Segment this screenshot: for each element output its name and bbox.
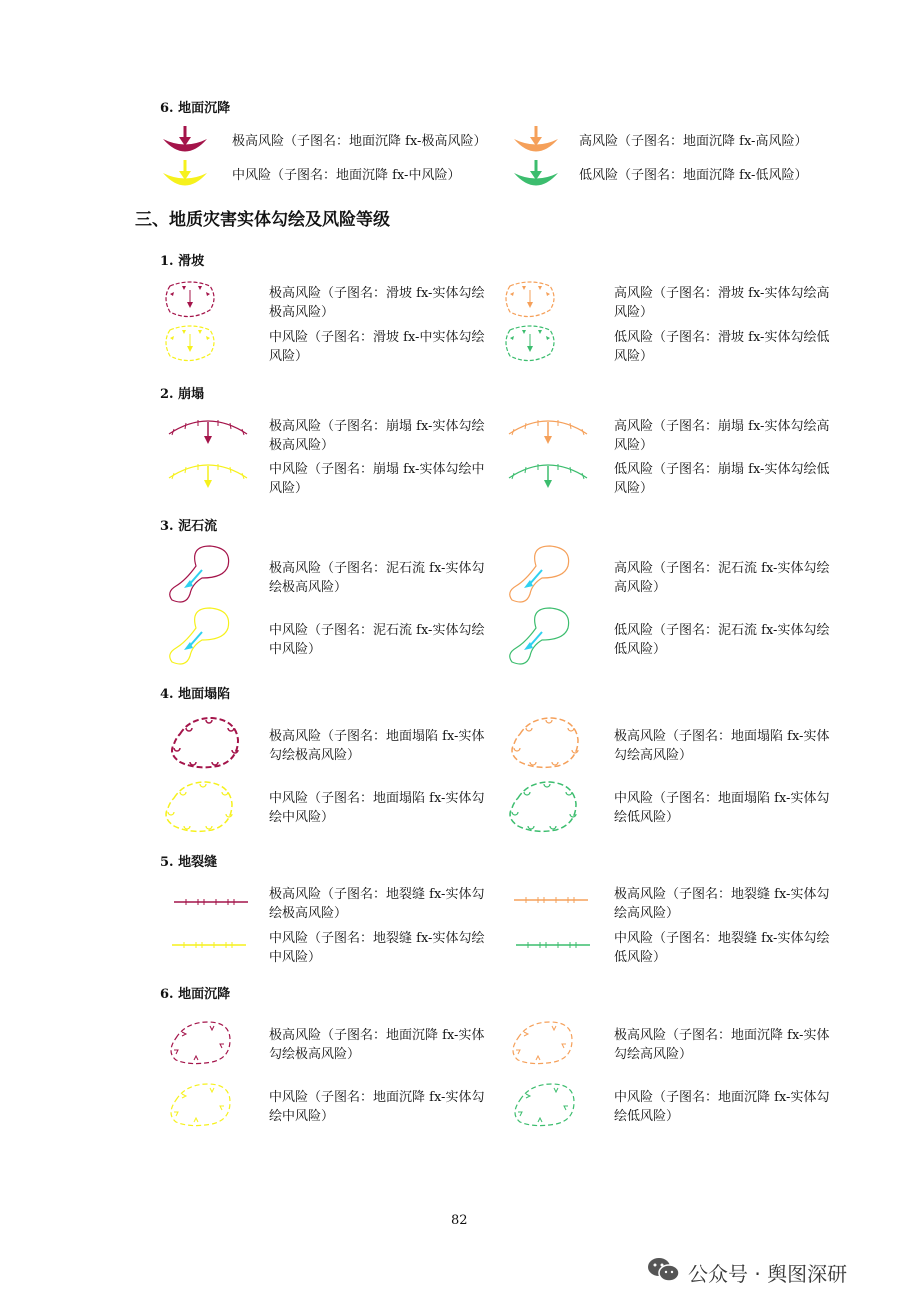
subsidence-symbol-icon — [511, 124, 561, 160]
legend-label: 极高风险（子图名：地面塌陷 fx-实体勾绘高风险） — [614, 729, 830, 763]
subsidence-symbol-icon — [160, 158, 210, 194]
subsidence-outline-icon — [508, 1080, 580, 1130]
ground-collapse-outline-icon — [160, 778, 236, 834]
legend-label: 中风险（子图名：地面沉降 fx-实体勾绘中风险） — [269, 1090, 485, 1124]
legend-label: 低风险（子图名：泥石流 fx-实体勾绘低风险） — [614, 623, 830, 657]
debris-flow-outline-icon — [504, 542, 574, 608]
ground-collapse-outline-icon — [504, 778, 580, 834]
legend-label: 中风险（子图名：地面沉降 fx-中风险） — [232, 168, 461, 183]
ground-collapse-outline-icon — [166, 714, 242, 770]
legend-label: 极高风险（子图名：地面沉降 fx-极高风险） — [232, 134, 487, 149]
ground-fissure-line-icon — [514, 938, 592, 952]
legend-label: 极高风险（子图名：地面沉降 fx-实体勾绘高风险） — [614, 1028, 830, 1062]
legend-label: 中风险（子图名：地面塌陷 fx-实体勾绘低风险） — [614, 791, 830, 825]
subsection-heading: 5. 地裂缝 — [160, 855, 218, 870]
landslide-outline-icon — [500, 324, 560, 366]
page-number: 82 — [451, 1213, 468, 1228]
ground-fissure-line-icon — [170, 938, 248, 952]
subsidence-symbol-icon — [511, 158, 561, 194]
subsection-heading: 2. 崩塌 — [160, 387, 205, 402]
collapse-arc-icon — [506, 414, 590, 446]
collapse-arc-icon — [506, 458, 590, 490]
subsection-heading: 6. 地面沉降 — [160, 101, 231, 116]
ground-fissure-line-icon — [512, 893, 590, 907]
landslide-outline-icon — [500, 280, 560, 322]
legend-label: 低风险（子图名：崩塌 fx-实体勾绘低风险） — [614, 462, 830, 496]
legend-label: 高风险（子图名：滑坡 fx-实体勾绘高风险） — [614, 286, 830, 320]
legend-label: 低风险（子图名：滑坡 fx-实体勾绘低风险） — [614, 330, 830, 364]
subsidence-outline-icon — [164, 1080, 236, 1130]
legend-label: 极高风险（子图名：地裂缝 fx-实体勾绘极高风险） — [269, 887, 485, 921]
legend-label: 极高风险（子图名：崩塌 fx-实体勾绘极高风险） — [269, 419, 485, 453]
subsection-heading: 3. 泥石流 — [160, 519, 218, 534]
legend-label: 高风险（子图名：地面沉降 fx-高风险） — [579, 134, 808, 149]
legend-label: 极高风险（子图名：泥石流 fx-实体勾绘极高风险） — [269, 561, 485, 595]
legend-label: 高风险（子图名：泥石流 fx-实体勾绘高风险） — [614, 561, 830, 595]
debris-flow-outline-icon — [164, 542, 234, 608]
subsidence-symbol-icon — [160, 124, 210, 160]
legend-label: 低风险（子图名：地面沉降 fx-低风险） — [579, 168, 808, 183]
subsection-heading: 4. 地面塌陷 — [160, 687, 231, 702]
debris-flow-outline-icon — [504, 604, 574, 670]
ground-fissure-line-icon — [172, 895, 250, 909]
collapse-arc-icon — [166, 458, 250, 490]
debris-flow-outline-icon — [164, 604, 234, 670]
legend-label: 中风险（子图名：地裂缝 fx-实体勾绘低风险） — [614, 931, 830, 965]
legend-label: 高风险（子图名：崩塌 fx-实体勾绘高风险） — [614, 419, 830, 453]
legend-label: 中风险（子图名：地裂缝 fx-实体勾绘中风险） — [269, 931, 485, 965]
legend-label: 极高风险（子图名：地面沉降 fx-实体勾绘极高风险） — [269, 1028, 485, 1062]
watermark-text: 公众号 · 舆图深研 — [688, 1262, 848, 1286]
legend-label: 中风险（子图名：崩塌 fx-实体勾绘中风险） — [269, 462, 485, 496]
legend-label: 中风险（子图名：泥石流 fx-实体勾绘中风险） — [269, 623, 485, 657]
subsidence-outline-icon — [506, 1018, 578, 1068]
landslide-outline-icon — [160, 280, 220, 322]
legend-label: 中风险（子图名：滑坡 fx-中实体勾绘风险） — [269, 330, 485, 364]
wechat-icon — [646, 1255, 682, 1285]
subsection-heading: 6. 地面沉降 — [160, 987, 231, 1002]
collapse-arc-icon — [166, 414, 250, 446]
subsection-heading: 1. 滑坡 — [160, 254, 205, 269]
subsidence-outline-icon — [164, 1018, 236, 1068]
legend-label: 中风险（子图名：地面沉降 fx-实体勾绘低风险） — [614, 1090, 830, 1124]
legend-label: 极高风险（子图名：地面塌陷 fx-实体勾绘极高风险） — [269, 729, 485, 763]
legend-label: 极高风险（子图名：滑坡 fx-实体勾绘极高风险） — [269, 286, 485, 320]
legend-label: 极高风险（子图名：地裂缝 fx-实体勾绘高风险） — [614, 887, 830, 921]
section-title: 三、地质灾害实体勾绘及风险等级 — [135, 210, 390, 230]
ground-collapse-outline-icon — [506, 714, 582, 770]
landslide-outline-icon — [160, 324, 220, 366]
legend-label: 中风险（子图名：地面塌陷 fx-实体勾绘中风险） — [269, 791, 485, 825]
